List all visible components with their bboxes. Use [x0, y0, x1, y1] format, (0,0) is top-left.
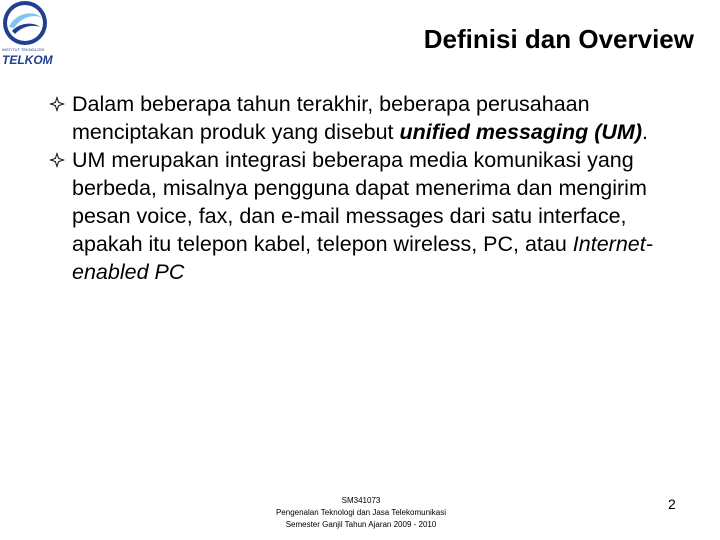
logo-subtext: INSTITUT TEKNOLOGI — [2, 47, 45, 52]
telkom-logo — [0, 0, 56, 72]
bullet-1-text: Dalam beberapa tahun terakhir, beberapa perusahaan menciptakan produk yang disebut — [72, 92, 590, 144]
bullet-2-emphasis: Internet-enabled PC — [72, 232, 653, 284]
footer-semester: Semester Ganjil Tahun Ajaran 2009 - 2010 — [285, 520, 437, 529]
page-title: Definisi dan Overview — [423, 24, 694, 54]
diamond-bullet-icon — [49, 96, 65, 112]
page-number: 2 — [668, 496, 676, 512]
bullet-item-2 — [49, 146, 689, 286]
logo-wordmark: TELKOM — [2, 53, 53, 67]
bullet-list — [49, 90, 689, 286]
bullet-1-emphasis: unified messaging (UM) — [399, 120, 642, 144]
bullet-1-suffix: . — [641, 120, 648, 144]
slide-footer — [248, 495, 474, 531]
bullet-item-1 — [49, 90, 689, 146]
footer-course-title: Pengenalan Teknologi dan Jasa Telekomunikasi — [275, 508, 447, 517]
footer-course-code: SM341073 — [341, 496, 381, 505]
telkom-logo-icon — [0, 0, 52, 48]
diamond-bullet-icon — [49, 152, 65, 168]
bullet-2-text: UM merupakan integrasi beberapa media komunikasi yang berbeda, misalnya pengguna dapat menerima dan mengirim pesan voice, fax, dan e-mail messages dari satu interface, apakah itu telepon kabel, telepon wireless, PC, atau — [72, 148, 647, 256]
